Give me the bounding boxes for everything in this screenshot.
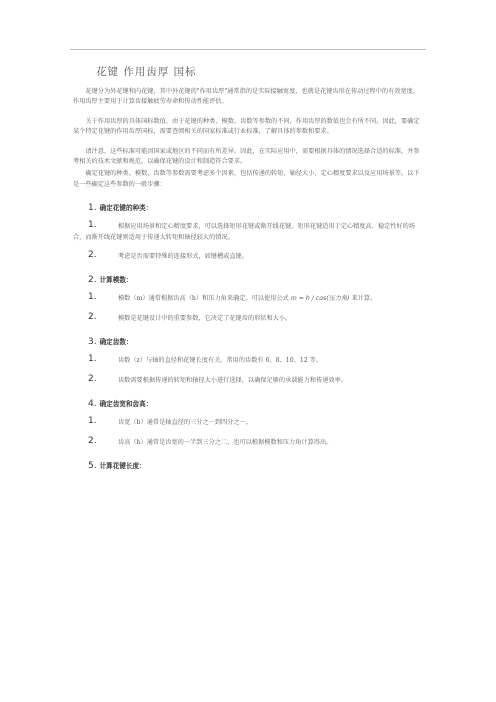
document-title: 花键 作用齿厚 国标 — [96, 66, 197, 78]
section-heading: 5. 计算花键长度： — [88, 460, 146, 471]
paragraph: 请注意，这些标准可能因国家或地区的不同而有所差异。因此，在实际应用中，需要根据具体的情况选择合适的标准，并参考相关的技术文献和规范，以确保花键的设计和制造符合要求。 — [73, 147, 420, 166]
list-item: 2. 模数是花键设计中的重要参数，它决定了花键齿的形状和大小。 — [88, 311, 292, 322]
section-heading: 1. 确定花键的种类： — [88, 203, 153, 214]
section-heading: 4. 确定齿宽和齿高： — [88, 399, 153, 410]
list-item: 1. 齿宽（b）通常是轴直径的三分之一到四分之一。 — [88, 416, 252, 427]
list-item: 2. 考虑是否需要特殊的连接形式，如键槽或直键。 — [88, 250, 248, 261]
header-rule — [70, 49, 426, 50]
list-item: 1. 根据应用场景和定心精度要求，可以选择矩形花键或渐开线花键。矩形花键适用于定心精度高、稳定性好的场合，而渐开线花键则适用于传递大转矩和轴径较大的情况。 — [73, 220, 415, 241]
document-body — [73, 64, 423, 480]
paragraph: 确定花键的种类、模数、齿数等参数需要考虑多个因素，包括传递的转矩、轴径大小、定心精度要求以及应用场景等。以下是一些确定这些参数的一般步骤： — [73, 170, 420, 188]
list-item: 2. 齿高（h）通常是齿宽的一半到三分之二，也可以根据模数和压力角计算得出。 — [88, 435, 333, 446]
list-item: 2. 齿数需要根据传递的转矩和轴径大小进行选择，以确保足够的承载能力和传递效率。 — [88, 373, 347, 384]
paragraph: 花键分为外花键和内花键，其中外花键的"作用齿厚"通常指的是实际接触宽度，也就是花键齿形在传动过程中的有效宽度。作用齿厚主要用于计算齿接触疲劳寿命和传动性能评估。 — [73, 88, 420, 106]
list-item: 1. 模数（m）通常根据齿高（h）和压力角来确定。可以使用公式 m = h / cos(压力角) 来计算。 — [88, 292, 377, 303]
paragraph: 关于作用齿厚的具体国标数值，由于花键的种类、模数、齿数等参数的不同，作用齿厚的数值也会有所不同。因此，要确定某个特定花键的作用齿厚国标，需要查阅相关的国家标准或行业标准，了解具体的参数和要求。 — [73, 117, 420, 136]
list-item: 1. 齿数（z）与轴的直径和花键长度有关。常用的齿数有 6、8、10、12 等。 — [88, 354, 323, 365]
formula: m = h / cos(压力角) — [290, 295, 350, 303]
section-heading: 3. 确定齿数： — [88, 337, 133, 348]
section-heading: 2. 计算模数： — [88, 275, 133, 286]
